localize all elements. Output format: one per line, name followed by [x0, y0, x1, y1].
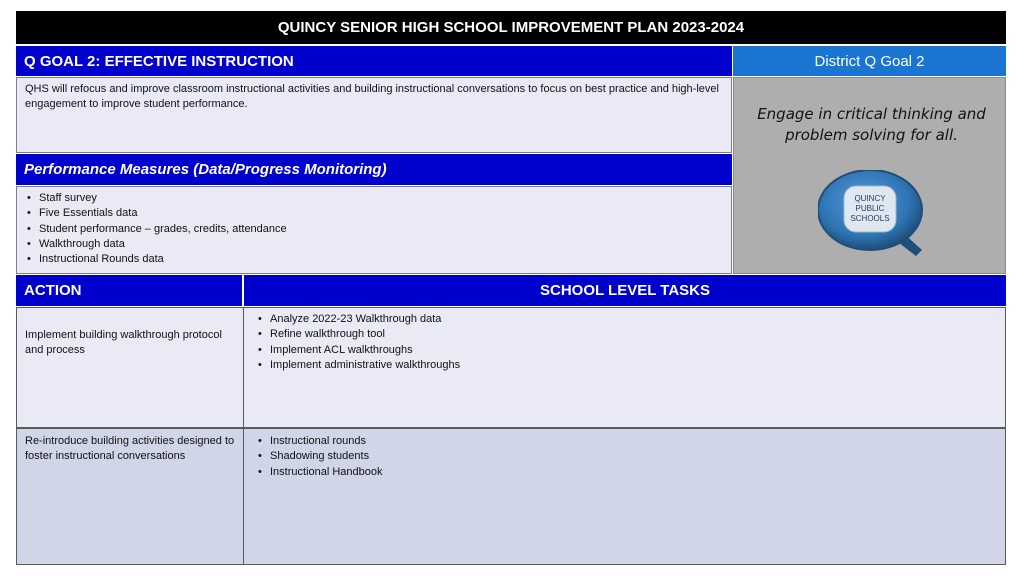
quincy-public-schools-logo-icon	[818, 170, 928, 260]
table-row-tasks	[243, 307, 1006, 428]
district-goal-header: District Q Goal 2	[733, 46, 1006, 76]
list-item: • Refine walkthrough tool	[256, 327, 997, 342]
table-row-action: Re-introduce building activities designed to foster instructional conversations	[16, 428, 244, 565]
list-item: • Implement ACL walkthroughs	[256, 343, 997, 358]
logo-text-line: QUINCY	[854, 194, 886, 203]
list-item: • Instructional Handbook	[256, 465, 997, 480]
performance-measures-list	[16, 186, 732, 274]
performance-measures-header: Performance Measures (Data/Progress Monitoring)	[16, 154, 732, 185]
list-item: • Implement administrative walkthroughs	[256, 358, 997, 373]
list-item: • Walkthrough data	[25, 237, 723, 252]
list-item: • Student performance – grades, credits, attendance	[25, 222, 723, 237]
table-row-action: Implement building walkthrough protocol and process	[16, 307, 244, 428]
page-title: QUINCY SENIOR HIGH SCHOOL IMPROVEMENT PLAN 2023-2024	[16, 11, 1006, 44]
district-goal-panel	[733, 77, 1006, 274]
district-goal-statement: Engage in critical thinking and problem solving for all.	[757, 105, 986, 144]
list-item: • Instructional Rounds data	[25, 252, 723, 267]
list-item: • Five Essentials data	[25, 206, 723, 221]
list-item: • Shadowing students	[256, 449, 997, 464]
goal-header: Q GOAL 2: EFFECTIVE INSTRUCTION	[16, 46, 732, 76]
goal-description: QHS will refocus and improve classroom instructional activities and building instructional conversations to focus on best practice and high-level engagement to improve student performance.	[16, 77, 732, 153]
table-row-tasks	[243, 428, 1006, 565]
tasks-column-header: SCHOOL LEVEL TASKS	[244, 275, 1006, 306]
logo-text-line: PUBLIC	[855, 204, 885, 213]
list-item: • Instructional rounds	[256, 434, 997, 449]
improvement-plan-slide	[16, 11, 1006, 565]
list-item: • Staff survey	[25, 191, 723, 206]
action-column-header: ACTION	[16, 275, 243, 306]
logo-text-line: SCHOOLS	[850, 214, 890, 223]
list-item: • Analyze 2022-23 Walkthrough data	[256, 312, 997, 327]
